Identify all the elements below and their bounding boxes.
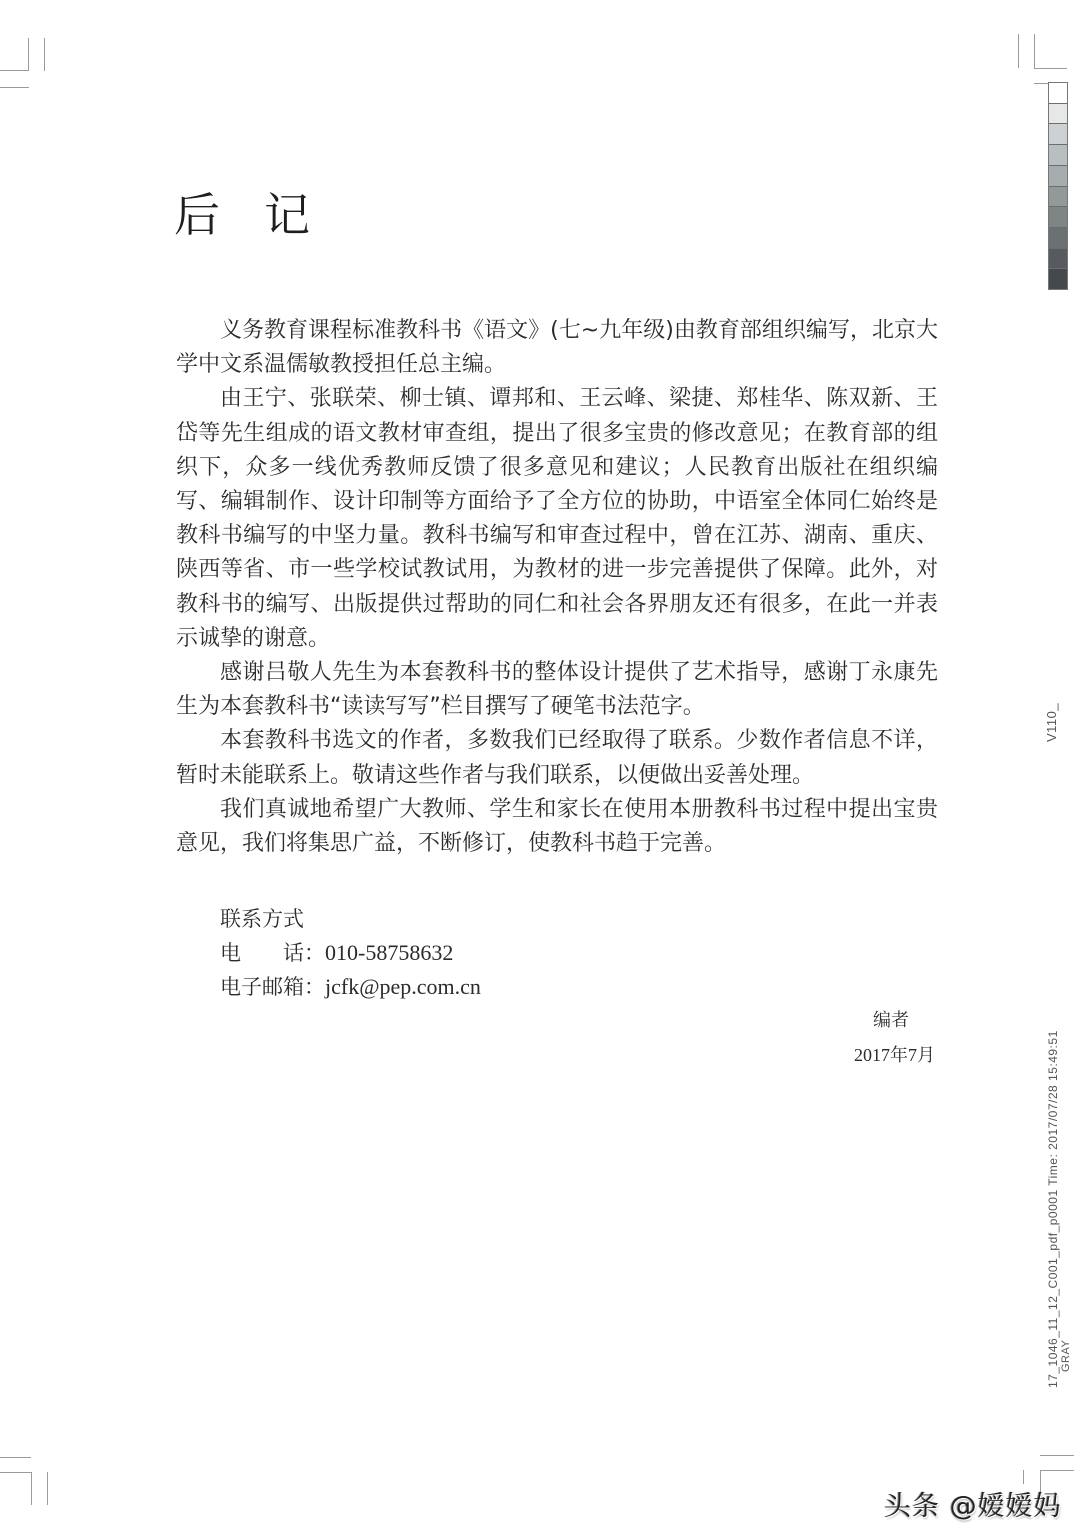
paragraph: 我们真诚地希望广大教师、学生和家长在使用本册教科书过程中提出宝贵意见，我们将集思广益，不断修订，使教科书趋于完善。 xyxy=(176,796,938,857)
email-value: jcfk@pep.com.cn xyxy=(325,974,481,999)
gray-step xyxy=(1049,207,1067,228)
gray-step xyxy=(1049,249,1067,270)
phone-value: 010-58758632 xyxy=(325,940,454,965)
color-mode-label: GRAY xyxy=(1060,1339,1072,1372)
grayscale-calibration-bar xyxy=(1048,82,1068,290)
contact-block xyxy=(220,902,481,1004)
contact-email-row xyxy=(220,970,481,1004)
crop-mark-bl-h2 xyxy=(0,1472,31,1473)
gray-step xyxy=(1049,228,1067,249)
signoff-block xyxy=(854,1004,935,1072)
paragraph: 由王宁、张联荣、柳士镇、谭邦和、王云峰、梁捷、郑桂华、陈双新、王岱等先生组成的语文教材审查组，提出了很多宝贵的修改意见；在教育部的组织下，众多一线优秀教师反馈了很多意见和建议；人民教育出版社在组织编写、编辑制作、设计印制等方面给予了全方位的协助，中语室全体同仁始终是教科书编写的中坚力量。教科书编写和审查过程中，曾在江苏、湖南、重庆、陕西等省、市一些学校试教试用，为教材的进一步完善提供了保障。此外，对教科书的编写、出版提供过帮助的同仁和社会各界朋友还有很多，在此一并表示诚挚的谢意。 xyxy=(176,386,938,651)
gray-step xyxy=(1049,187,1067,208)
gray-step xyxy=(1049,269,1067,289)
document-body xyxy=(176,314,938,861)
crop-mark-tl-h1 xyxy=(0,70,29,71)
gray-step xyxy=(1049,104,1067,125)
crop-mark-tr-v1 xyxy=(1018,34,1019,68)
crop-mark-br-h1 xyxy=(1040,1455,1074,1456)
contact-heading-row xyxy=(220,902,481,936)
watermark: 头条 @嫒嫒妈 xyxy=(884,1491,1062,1522)
gray-step xyxy=(1049,83,1067,104)
email-label: 电子邮箱： xyxy=(220,975,325,999)
signoff-author: 编者 xyxy=(873,1010,909,1031)
paragraph: 义务教育课程标准教科书《语文》(七~九年级)由教育部组织编写，北京大学中文系温儒敏教授担任总主编。 xyxy=(176,318,938,378)
gray-step xyxy=(1049,166,1067,187)
gray-step xyxy=(1049,124,1067,145)
paragraph: 感谢吕敬人先生为本套教科书的整体设计提供了艺术指导，感谢丁永康先生为本套教科书“读读写写”栏目撰写了硬笔书法范字。 xyxy=(176,660,938,720)
print-job-info: 17_1046_11_12_C001_pdf_p0001 Time: 2017/07/28 15:49:51 xyxy=(1046,1030,1060,1388)
contact-heading: 联系方式 xyxy=(220,907,304,931)
phone-label: 电 话： xyxy=(220,941,325,965)
crop-mark-bl-v2 xyxy=(47,1472,48,1505)
crop-mark-tr-h1 xyxy=(1034,68,1067,69)
crop-mark-tr-v2 xyxy=(1034,34,1035,68)
crop-mark-bl-v1 xyxy=(31,1472,32,1505)
crop-mark-tl-v2 xyxy=(44,38,45,71)
crop-mark-tl-v1 xyxy=(28,38,29,71)
page-title: 后记 xyxy=(174,188,354,242)
gray-step xyxy=(1049,145,1067,166)
crop-mark-br-v2 xyxy=(1023,1470,1024,1484)
crop-mark-tl-h2 xyxy=(0,87,29,88)
paragraph: 本套教科书选文的作者，多数我们已经取得了联系。少数作者信息不详，暂时未能联系上。敬请这些作者与我们联系，以便做出妥善处理。 xyxy=(176,728,938,788)
crop-mark-br-h2 xyxy=(1040,1470,1074,1471)
signoff-date: 2017年7月 xyxy=(854,1045,935,1065)
crop-mark-bl-h1 xyxy=(0,1457,31,1458)
version-label: V110_ xyxy=(1044,702,1059,742)
crop-mark-tr-h2 xyxy=(1034,83,1048,84)
contact-phone-row xyxy=(220,936,481,970)
